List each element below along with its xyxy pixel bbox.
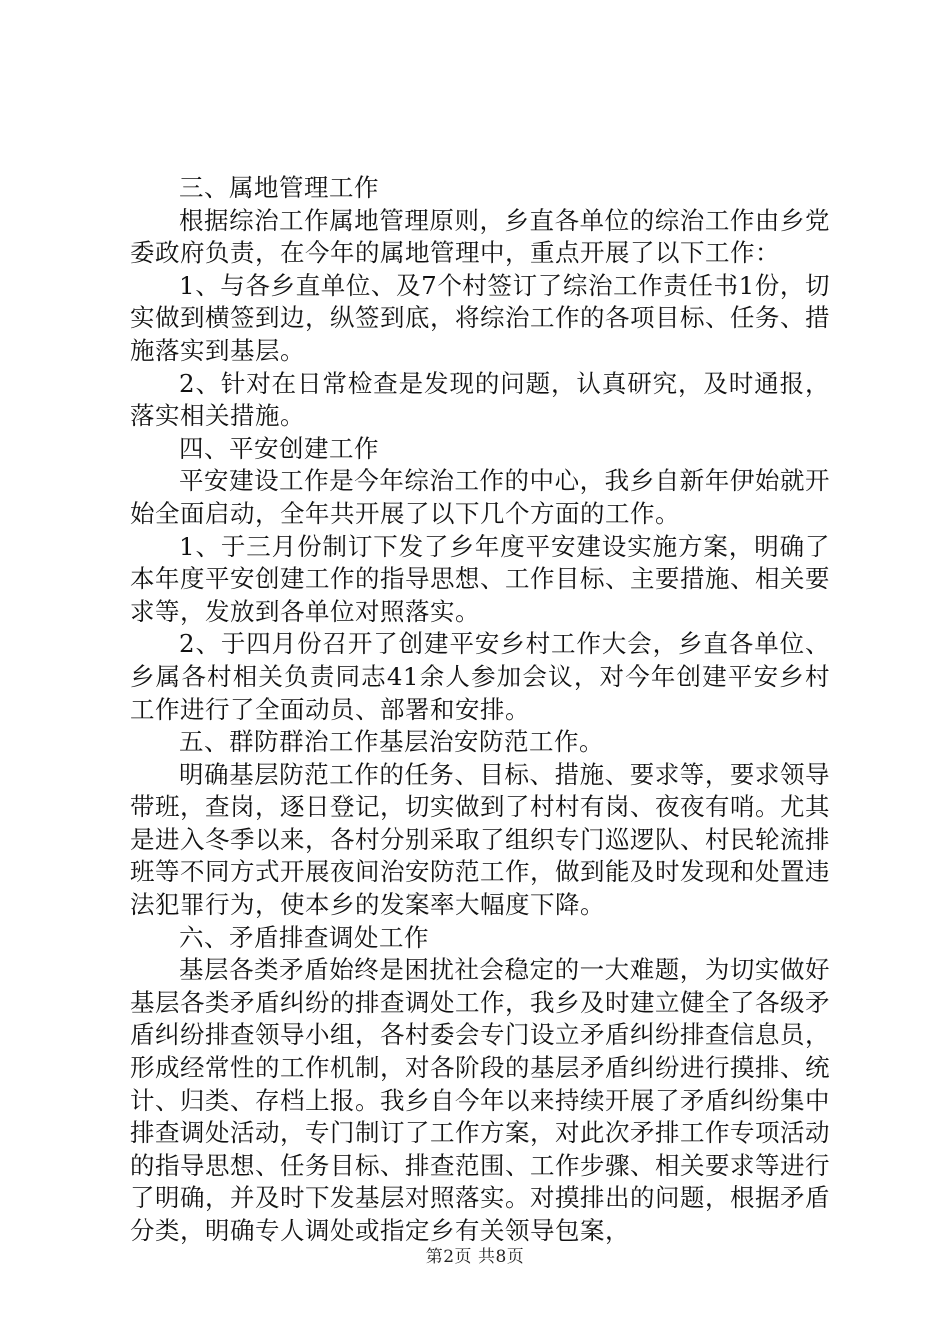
paragraph: 基层各类矛盾始终是困扰社会稳定的一大难题，为切实做好基层各类矛盾纠纷的排查调处工作，我乡及时建立健全了各级矛盾纠纷排查领导小组，各村委会专门设立矛盾纠纷排查信息员，形成经常性的工作机制，对各阶段的基层矛盾纠纷进行摸排、统计、归类、存档上报。我乡自今年以来持续开展了矛盾纠纷集中排查调处活动，专门制订了工作方案，对此次矛排工作专项活动的指导思想、任务目标、排查范围、工作步骤、相关要求等进行了明确，并及时下发基层对照落实。对摸排出的问题，根据矛盾分类，明确专人调处或指定乡有关领导包案， (130, 955, 830, 1245)
section-3 (130, 172, 830, 433)
section-heading: 五、群防群治工作基层治安防范工作。 (179, 727, 604, 757)
paragraph: 明确基层防范工作的任务、目标、措施、要求等，要求领导带班，查岗，逐日登记，切实做到了村村有岗、夜夜有哨。尤其是进入冬季以来，各村分别采取了组织专门巡逻队、村民轮流排班等不同方式开展夜间治安防范工作，做到能及时发现和处置违法犯罪行为，使本乡的发案率大幅度下降。 (130, 759, 830, 920)
paragraph: 2、针对在日常检查是发现的问题，认真研究，及时通报，落实相关措施。 (130, 368, 830, 431)
page-footer: 第2页 共8页 (425, 1247, 525, 1267)
section-6 (130, 922, 830, 1248)
section-heading: 四、平安创建工作 (179, 433, 379, 463)
paragraph: 根据综治工作属地管理原则，乡直各单位的综治工作由乡党委政府负责，在今年的属地管理中，重点开展了以下工作： (130, 205, 830, 268)
section-heading: 六、矛盾排查调处工作 (179, 922, 429, 952)
paragraph: 2、于四月份召开了创建平安乡村工作大会，乡直各单位、乡属各村相关负责同志41余人参加会议，对今年创建平安乡村工作进行了全面动员、部署和安排。 (130, 629, 830, 724)
section-4 (130, 433, 830, 726)
paragraph: 1、于三月份制订下发了乡年度平安建设实施方案，明确了本年度平安创建工作的指导思想、工作目标、主要措施、相关要求等，发放到各单位对照落实。 (130, 531, 830, 626)
document-body (130, 172, 830, 1248)
paragraph: 平安建设工作是今年综治工作的中心，我乡自新年伊始就开始全面启动，全年共开展了以下几个方面的工作。 (130, 466, 830, 528)
section-heading: 三、属地管理工作 (179, 173, 379, 202)
paragraph: 1、与各乡直单位、及7个村签订了综治工作责任书1份，切实做到横签到边，纵签到底，将综治工作的各项目标、任务、措施落实到基层。 (130, 270, 830, 365)
section-5 (130, 726, 830, 922)
